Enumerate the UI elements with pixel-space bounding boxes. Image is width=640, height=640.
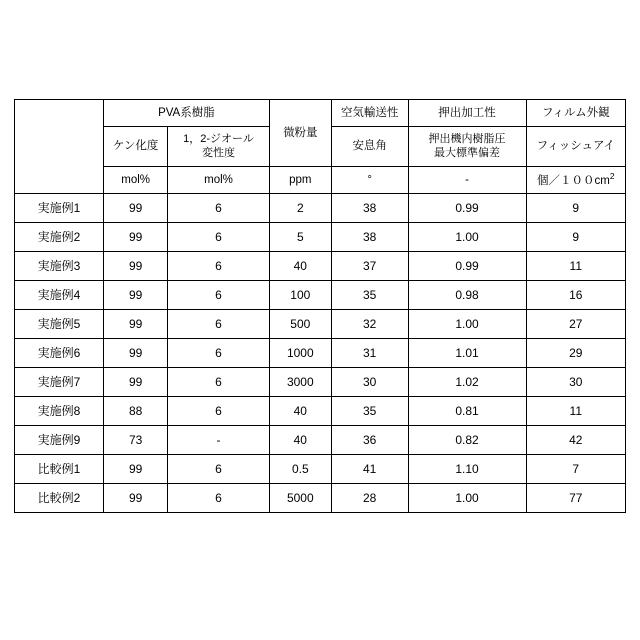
cell-fine-powder: 100	[269, 281, 331, 310]
table-row	[15, 281, 626, 310]
table-row	[15, 194, 626, 223]
cell-diol: 6	[168, 223, 270, 252]
cell-fisheye: 7	[526, 455, 625, 484]
cell-extrusion: 0.98	[408, 281, 526, 310]
table-row	[15, 484, 626, 513]
cell-saponification: 99	[104, 281, 168, 310]
table-row	[15, 339, 626, 368]
cell-fisheye: 27	[526, 310, 625, 339]
cell-extrusion: 1.10	[408, 455, 526, 484]
cell-fisheye: 30	[526, 368, 625, 397]
sub-header-saponification: ケン化度	[104, 127, 168, 167]
group-header-film-appearance: フィルム外観	[526, 100, 625, 127]
table-row	[15, 397, 626, 426]
cell-diol: 6	[168, 455, 270, 484]
sub-header-extrusion-line1: 押出機内樹脂圧	[428, 132, 506, 145]
cell-extrusion: 0.99	[408, 252, 526, 281]
cell-saponification: 99	[104, 252, 168, 281]
cell-extrusion: 1.01	[408, 339, 526, 368]
cell-extrusion: 0.99	[408, 194, 526, 223]
cell-saponification: 99	[104, 223, 168, 252]
cell-fine-powder: 3000	[269, 368, 331, 397]
unit-diol: mol%	[168, 167, 270, 194]
cell-fine-powder: 40	[269, 426, 331, 455]
table-row	[15, 368, 626, 397]
results-table	[14, 99, 626, 513]
row-label: 実施例9	[15, 426, 104, 455]
cell-repose-angle: 30	[331, 368, 408, 397]
cell-repose-angle: 38	[331, 194, 408, 223]
cell-fisheye: 77	[526, 484, 625, 513]
unit-repose-angle: °	[331, 167, 408, 194]
cell-repose-angle: 35	[331, 281, 408, 310]
cell-repose-angle: 28	[331, 484, 408, 513]
sub-header-fisheye: フィッシュアイ	[526, 127, 625, 167]
cell-fisheye: 9	[526, 194, 625, 223]
sub-header-repose-angle: 安息角	[331, 127, 408, 167]
cell-repose-angle: 37	[331, 252, 408, 281]
row-label: 実施例3	[15, 252, 104, 281]
cell-saponification: 99	[104, 194, 168, 223]
cell-fisheye: 16	[526, 281, 625, 310]
cell-saponification: 73	[104, 426, 168, 455]
sub-header-extrusion-line2: 最大標準偏差	[434, 146, 501, 159]
cell-extrusion: 1.02	[408, 368, 526, 397]
row-label: 実施例8	[15, 397, 104, 426]
table-body	[15, 194, 626, 513]
unit-fisheye	[526, 167, 625, 194]
cell-saponification: 99	[104, 455, 168, 484]
cell-saponification: 99	[104, 368, 168, 397]
table-row	[15, 455, 626, 484]
cell-fine-powder: 40	[269, 397, 331, 426]
row-label: 実施例4	[15, 281, 104, 310]
row-label: 実施例6	[15, 339, 104, 368]
cell-repose-angle: 35	[331, 397, 408, 426]
row-label: 比較例2	[15, 484, 104, 513]
cell-diol: -	[168, 426, 270, 455]
cell-repose-angle: 41	[331, 455, 408, 484]
table-row	[15, 426, 626, 455]
cell-extrusion: 1.00	[408, 223, 526, 252]
cell-fine-powder: 0.5	[269, 455, 331, 484]
sub-header-diol-line2: 変性度	[202, 146, 235, 159]
cell-diol: 6	[168, 310, 270, 339]
group-header-pva-resin: PVA系樹脂	[104, 100, 270, 127]
cell-saponification: 88	[104, 397, 168, 426]
cell-fine-powder: 1000	[269, 339, 331, 368]
group-header-extrusion: 押出加工性	[408, 100, 526, 127]
cell-extrusion: 0.82	[408, 426, 526, 455]
cell-fine-powder: 2	[269, 194, 331, 223]
cell-fine-powder: 5000	[269, 484, 331, 513]
group-header-fine-powder: 微粉量	[269, 100, 331, 167]
cell-diol: 6	[168, 484, 270, 513]
row-label: 実施例1	[15, 194, 104, 223]
cell-diol: 6	[168, 397, 270, 426]
row-label: 比較例1	[15, 455, 104, 484]
cell-extrusion: 0.81	[408, 397, 526, 426]
table-corner-cell	[15, 100, 104, 194]
cell-repose-angle: 32	[331, 310, 408, 339]
cell-extrusion: 1.00	[408, 310, 526, 339]
group-header-air-transport: 空気輸送性	[331, 100, 408, 127]
sub-header-diol	[168, 127, 270, 167]
cell-fine-powder: 40	[269, 252, 331, 281]
unit-saponification: mol%	[104, 167, 168, 194]
sub-header-diol-line1: 1，2-ジオール	[183, 132, 254, 145]
cell-extrusion: 1.00	[408, 484, 526, 513]
unit-fisheye-superscript: 2	[609, 171, 615, 182]
cell-fisheye: 11	[526, 252, 625, 281]
unit-extrusion: -	[408, 167, 526, 194]
results-table-container	[14, 99, 626, 513]
cell-fisheye: 29	[526, 339, 625, 368]
cell-diol: 6	[168, 281, 270, 310]
table-row	[15, 223, 626, 252]
unit-fine-powder: ppm	[269, 167, 331, 194]
cell-diol: 6	[168, 252, 270, 281]
table-row	[15, 252, 626, 281]
cell-diol: 6	[168, 368, 270, 397]
cell-saponification: 99	[104, 339, 168, 368]
unit-fisheye-text: 個／１００cm	[536, 175, 610, 188]
cell-fine-powder: 500	[269, 310, 331, 339]
cell-repose-angle: 38	[331, 223, 408, 252]
row-label: 実施例7	[15, 368, 104, 397]
cell-fisheye: 42	[526, 426, 625, 455]
cell-repose-angle: 36	[331, 426, 408, 455]
row-label: 実施例5	[15, 310, 104, 339]
sub-header-extrusion-pressure	[408, 127, 526, 167]
cell-diol: 6	[168, 194, 270, 223]
table-row	[15, 310, 626, 339]
cell-repose-angle: 31	[331, 339, 408, 368]
table-unit-header-row	[15, 167, 626, 194]
cell-saponification: 99	[104, 484, 168, 513]
row-label: 実施例2	[15, 223, 104, 252]
cell-saponification: 99	[104, 310, 168, 339]
table-group-header-row	[15, 100, 626, 127]
cell-fisheye: 11	[526, 397, 625, 426]
cell-fine-powder: 5	[269, 223, 331, 252]
cell-fisheye: 9	[526, 223, 625, 252]
cell-diol: 6	[168, 339, 270, 368]
